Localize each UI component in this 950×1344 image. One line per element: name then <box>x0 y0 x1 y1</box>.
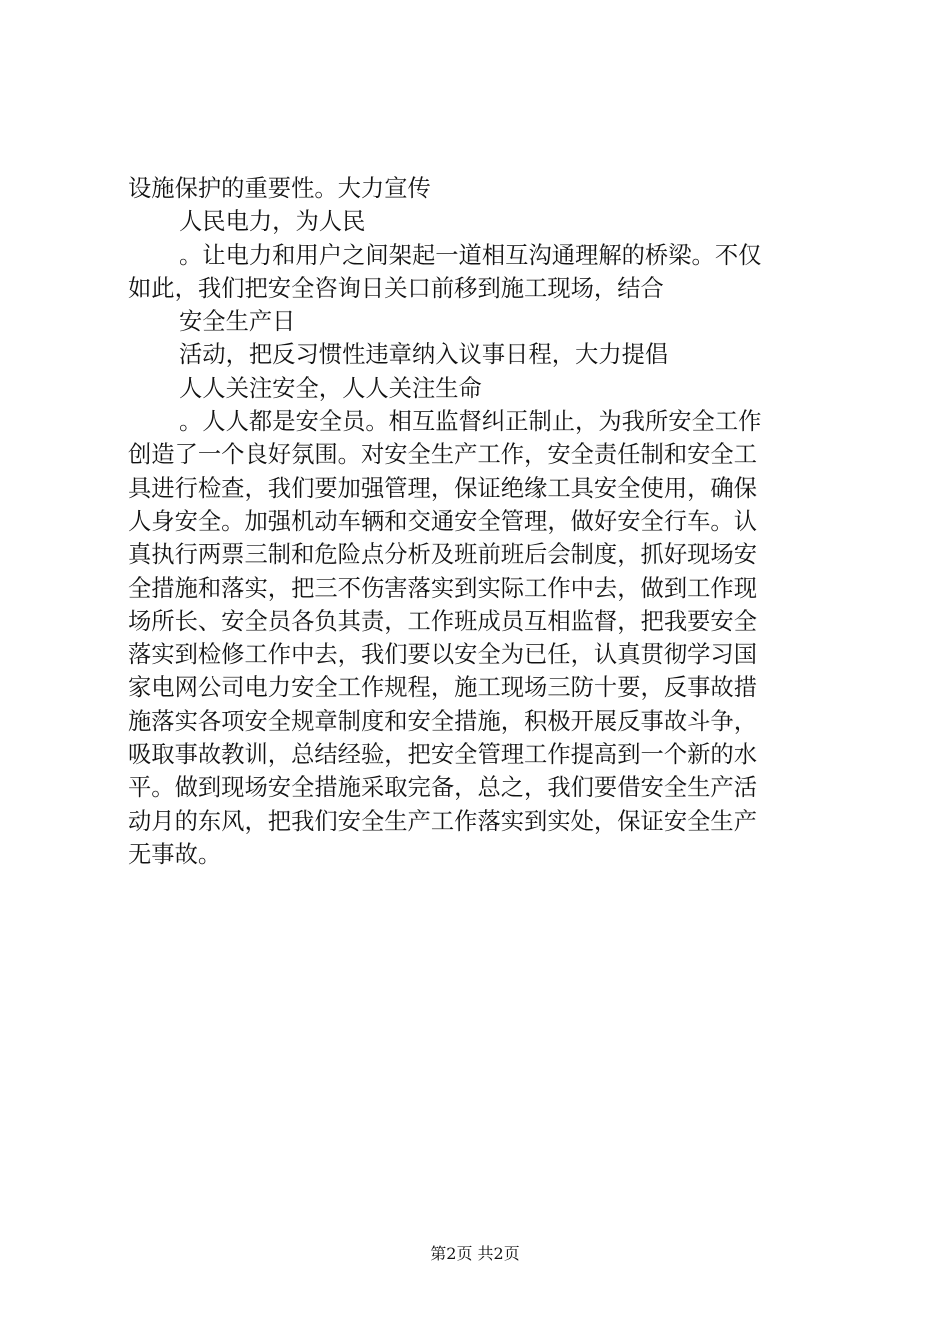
text-line: 吸取事故教训，总结经验，把安全管理工作提高到一个新的水 <box>128 741 758 769</box>
text-line: 落实到检修工作中去，我们要以安全为已任，认真贯彻学习国 <box>128 641 758 669</box>
text-line: 人身安全。加强机动车辆和交通安全管理，做好安全行车。认 <box>128 507 758 535</box>
text-line: 创造了一个良好氛围。对安全生产工作，安全责任制和安全工 <box>128 441 758 469</box>
text-line: 具进行检查，我们要加强管理，保证绝缘工具安全使用，确保 <box>128 474 758 502</box>
text-line: 如此，我们把安全咨询日关口前移到施工现场，结合 <box>128 274 664 302</box>
text-line: 真执行两票三制和危险点分析及班前班后会制度，抓好现场安 <box>128 541 758 569</box>
text-line: 施落实各项安全规章制度和安全措施，积极开展反事故斗争， <box>128 707 758 735</box>
text-line: 安全生产日 <box>179 308 296 336</box>
page-footer: 第2页 共2页 <box>430 1244 520 1263</box>
text-line: 人民电力，为人民 <box>179 208 366 236</box>
text-line: 。人人都是安全员。相互监督纠正制止，为我所安全工作 <box>179 408 762 436</box>
text-line: 无事故。 <box>128 840 222 868</box>
text-line: 活动，把反习惯性违章纳入议事日程，大力提倡 <box>179 341 669 369</box>
text-line: 动月的东风，把我们安全生产工作落实到实处，保证安全生产 <box>128 807 758 835</box>
text-line: 全措施和落实，把三不伤害落实到实际工作中去，做到工作现 <box>128 574 758 602</box>
text-line: 家电网公司电力安全工作规程，施工现场三防十要，反事故措 <box>128 674 758 702</box>
text-line: 设施保护的重要性。大力宣传 <box>128 175 431 202</box>
text-line: 人人关注安全，人人关注生命 <box>179 374 482 402</box>
text-line: 场所长、安全员各负其责，工作班成员互相监督，把我要安全 <box>128 607 758 635</box>
document-body <box>128 172 818 871</box>
text-line: 。让电力和用户之间架起一道相互沟通理解的桥梁。不仅 <box>179 241 762 269</box>
text-line: 平。做到现场安全措施采取完备，总之，我们要借安全生产活 <box>128 774 758 802</box>
